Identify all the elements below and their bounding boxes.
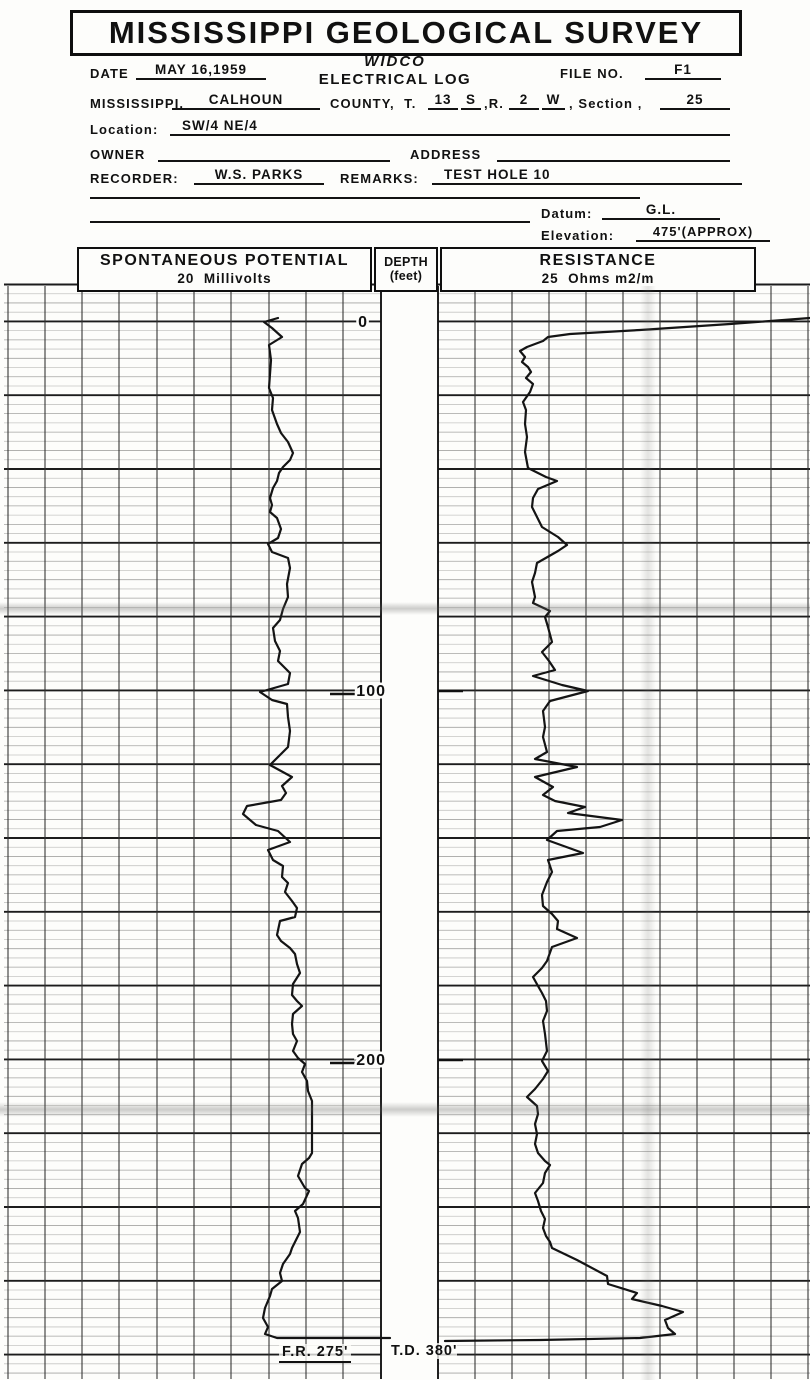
total-depth-label: T.D. 380'	[391, 1343, 458, 1359]
state-label: MISSISSIPPI,	[90, 96, 185, 111]
log-type: ELECTRICAL LOG	[318, 71, 472, 88]
elevation-label: Elevation:	[541, 228, 615, 243]
range-value: 2	[509, 92, 539, 110]
datum-value: G.L.	[602, 202, 720, 220]
section-label: , Section ,	[569, 96, 643, 111]
curve-resistance	[445, 318, 810, 1341]
depth-track-header	[374, 247, 438, 292]
sp-title: SPONTANEOUS POTENTIAL	[100, 252, 349, 270]
company-name: WIDCO	[364, 53, 426, 70]
location-value: SW/4 NE/4	[170, 118, 730, 136]
date-value: MAY 16,1959	[136, 62, 266, 80]
remarks-value: TEST HOLE 10	[432, 167, 742, 185]
depth-label-100: 100	[356, 683, 386, 700]
depth-title: DEPTH	[384, 254, 428, 269]
depth-label-200: 200	[356, 1052, 386, 1069]
resistance-track-header	[440, 247, 756, 292]
file-no-label: FILE NO.	[560, 66, 624, 81]
remarks-label: REMARKS:	[340, 171, 419, 186]
depth-label-0: 0	[358, 314, 368, 331]
recorder-label: RECORDER:	[90, 171, 179, 186]
location-label: Location:	[90, 122, 159, 137]
resistance-title: RESISTANCE	[539, 252, 657, 270]
elevation-value: 475'(APPROX)	[636, 224, 770, 242]
sp-scale: 20 Millivolts	[177, 270, 272, 286]
final-reading-label: F.R. 275'	[279, 1344, 351, 1363]
recorder-value: W.S. PARKS	[194, 167, 324, 185]
section-value: 25	[660, 92, 730, 110]
owner-label: OWNER	[90, 147, 146, 162]
county-township-label: COUNTY, T.	[330, 96, 417, 111]
curve-sp	[243, 318, 390, 1338]
depth-unit: (feet)	[389, 269, 423, 284]
date-label: DATE	[90, 66, 129, 81]
document-title: MISSISSIPPI GEOLOGICAL SURVEY	[108, 15, 704, 50]
range-label: ,R.	[484, 96, 504, 111]
file-no-value: F1	[645, 62, 721, 80]
sp-track-header	[77, 247, 372, 292]
township-value: 13	[428, 92, 458, 110]
resistance-scale: 25 Ohms m2/m	[541, 270, 655, 286]
range-dir: W	[542, 92, 565, 110]
township-dir: S	[461, 92, 481, 110]
address-label: ADDRESS	[410, 147, 482, 162]
county-value: CALHOUN	[172, 92, 320, 110]
datum-label: Datum:	[541, 206, 593, 221]
